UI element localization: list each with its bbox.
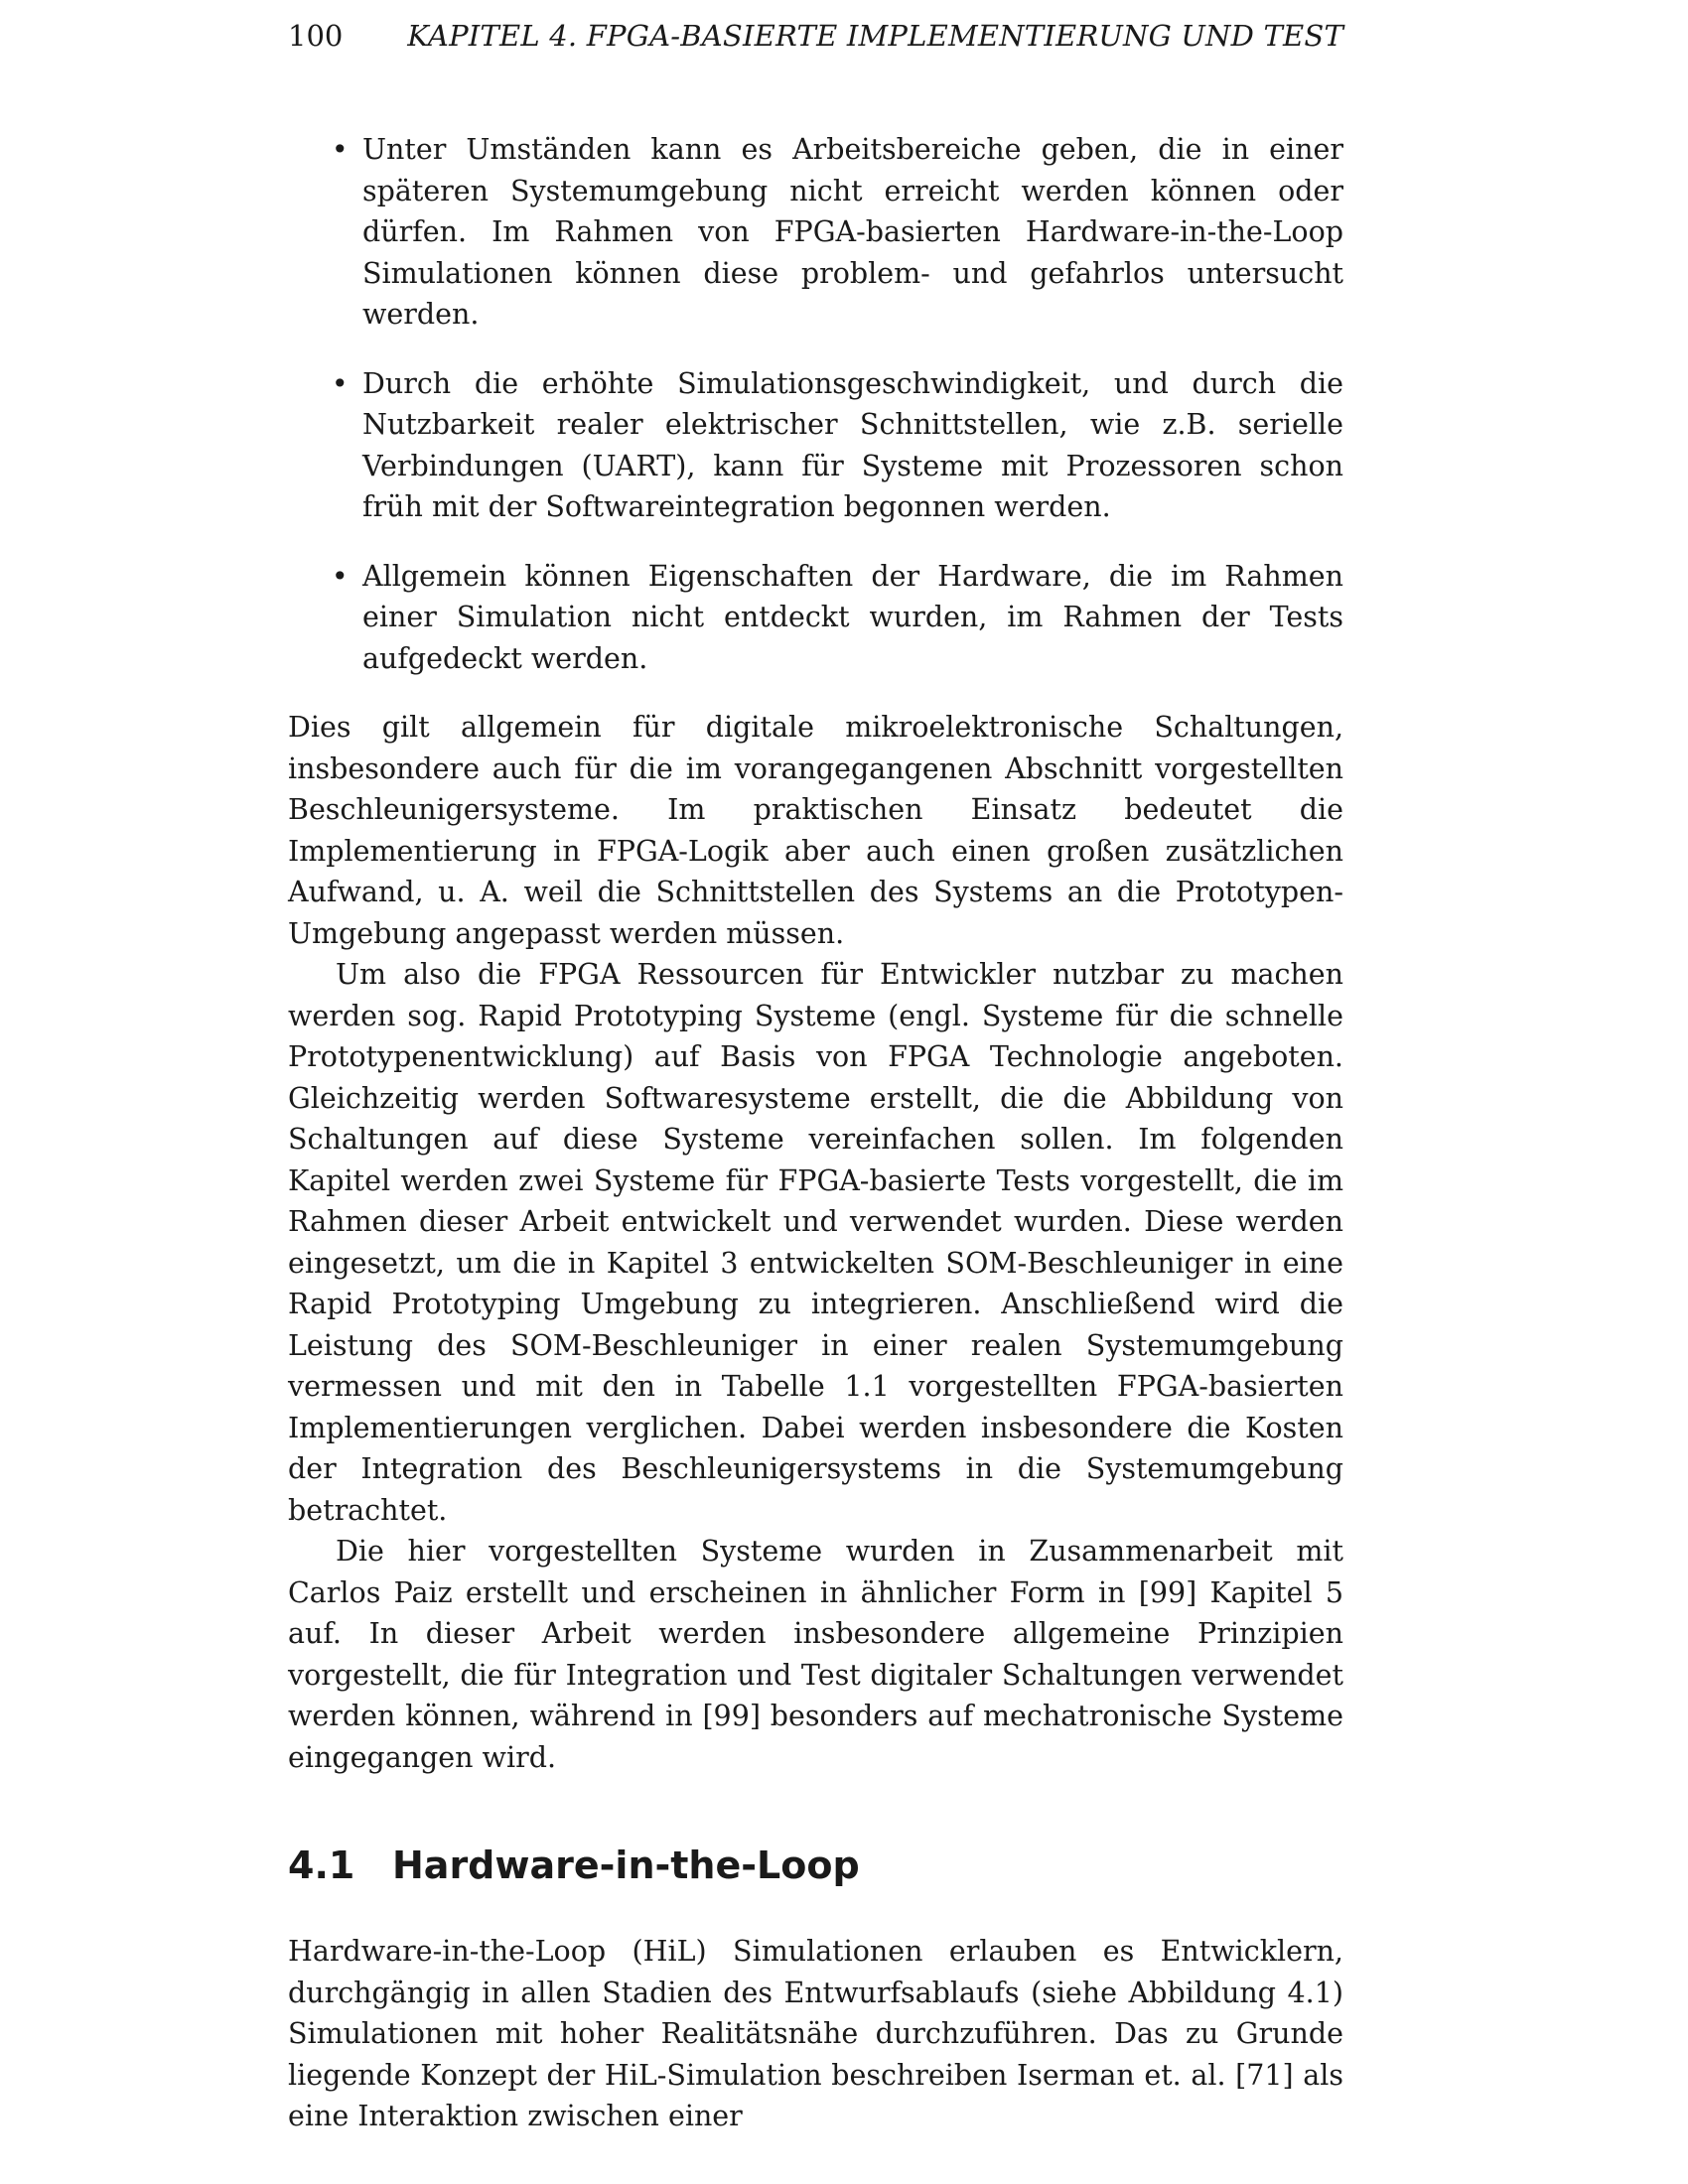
section-heading [288,1842,1343,1889]
bullet-icon: • [332,133,349,166]
page-body [288,129,1343,2137]
chapter-title: KAPITEL 4. FPGA-BASIERTE IMPLEMENTIERUNG UND TEST [407,19,1343,53]
bullet-item [288,556,1343,680]
bullet-list [288,129,1343,679]
bullet-text: Allgemein können Eigenschaften der Hardware, die im Rahmen einer Simulation nicht entdeckt wurden, im Rahmen der Tests aufgedeckt werden. [362,559,1343,675]
bullet-icon: • [332,559,349,593]
bullet-text: Unter Umständen kann es Arbeitsbereiche geben, die in einer späteren Systemumgebung nicht erreicht werden können oder dürfen. Im Rahmen von FPGA-basierten Hardware-in-the-Loop Simulationen können diese problem- und gefahrlos untersucht werden. [362,133,1343,331]
section-number: 4.1 [288,1843,355,1887]
bullet-icon: • [332,366,349,400]
page-number: 100 [288,19,344,53]
paragraph: Um also die FPGA Ressourcen für Entwickler nutzbar zu machen werden sog. Rapid Prototyping Systeme (engl. Systeme für die schnelle Prototypenentwicklung) auf Basis von FPGA Technologie angeboten. Gleichzeitig werden Softwaresysteme erstellt, die die Abbildung von Schaltungen auf diese Systeme vereinfachen sollen. Im folgenden Kapitel werden zwei Systeme für FPGA-basierte Tests vorgestellt, die im Rahmen dieser Arbeit entwickelt und verwendet wurden. Diese werden eingesetzt, um die in Kapitel 3 entwickelten SOM-Beschleuniger in eine Rapid Prototyping Umgebung zu integrieren. Anschließend wird die Leistung des SOM-Beschleuniger in einer realen Systemumgebung vermessen und mit den in Tabelle 1.1 vorgestellten FPGA-basierten Implementierungen verglichen. Dabei werden insbesondere die Kosten der Integration des Beschleunigersystems in die Systemumgebung betrachtet. [288,958,1343,1527]
section-title: Hardware-in-the-Loop [392,1843,860,1887]
bullet-item [288,129,1343,336]
bullet-item [288,363,1343,528]
paragraph: Die hier vorgestellten Systeme wurden in Zusammenarbeit mit Carlos Paiz erstellt und erscheinen in ähnlicher Form in [99] Kapitel 5 auf. In dieser Arbeit werden insbesondere allgemeine Prinzipien vorgestellt, die für Integration und Test digitaler Schaltungen verwendet werden können, während in [99] besonders auf mechatronische Systeme eingegangen wird. [288,1535,1343,1774]
bullet-text: Durch die erhöhte Simulationsgeschwindigkeit, und durch die Nutzbarkeit realer elektrischer Schnittstellen, wie z.B. serielle Verbindungen (UART), kann für Systeme mit Prozessoren schon früh mit der Softwareintegration begonnen werden. [362,366,1343,523]
paragraph: Hardware-in-the-Loop (HiL) Simulationen erlauben es Entwicklern, durchgängig in allen Stadien des Entwurfsablaufs (siehe Abbildung 4.1) Simulationen mit hoher Realitätsnähe durchzuführen. Das zu Grunde liegende Konzept der HiL-Simulation beschreiben Iserman et. al. [71] als eine Interaktion zwischen einer [288,1935,1343,2132]
paragraph: Dies gilt allgemein für digitale mikroelektronische Schaltungen, insbesondere auch für die im vorangegangenen Abschnitt vorgestellten Beschleunigersysteme. Im praktischen Einsatz bedeutet die Implementierung in FPGA-Logik aber auch einen großen zusätzlichen Aufwand, u. A. weil die Schnittstellen des Systems an die Prototypen-Umgebung angepasst werden müssen. [288,711,1343,950]
